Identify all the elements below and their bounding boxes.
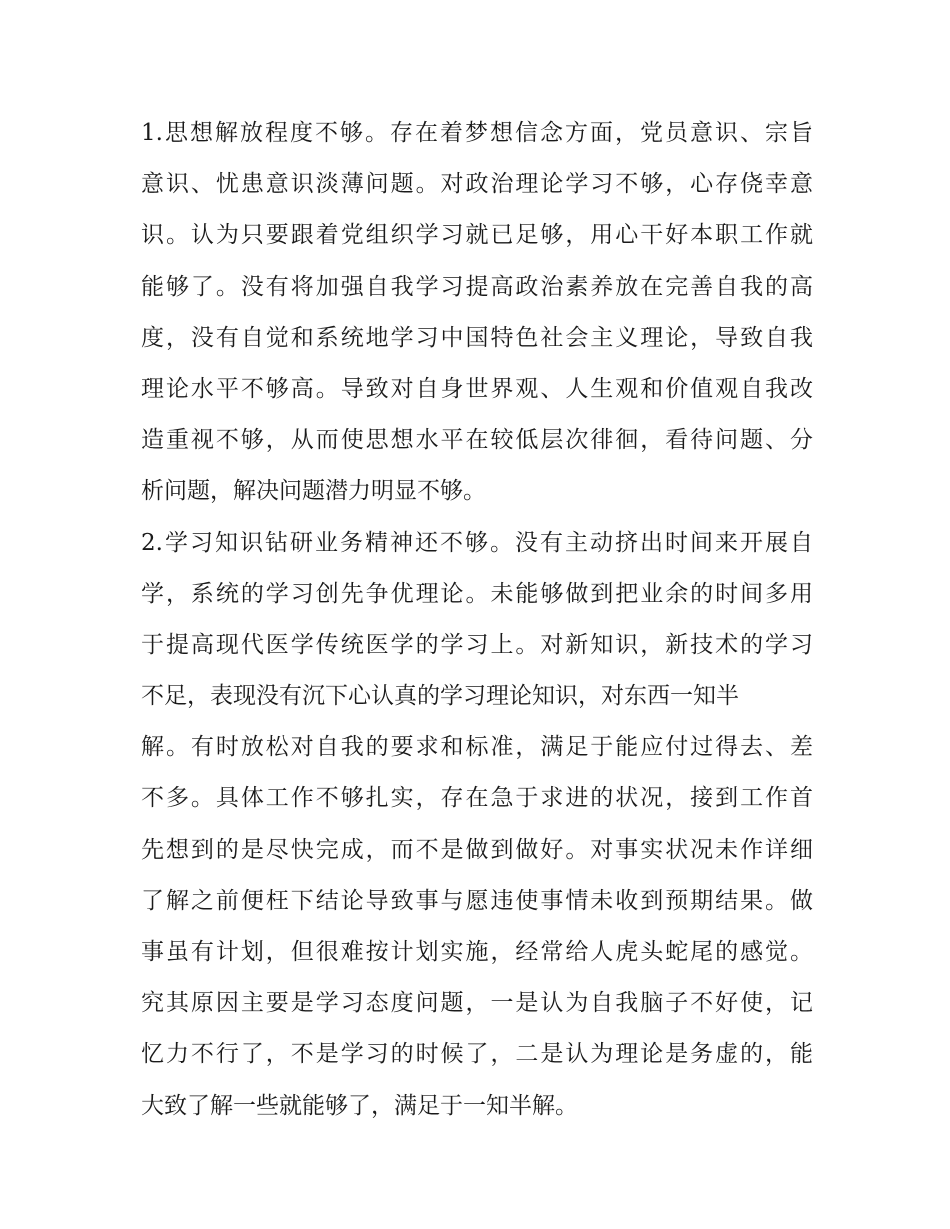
paragraph-line: 忆力不行了，不是学习的时候了，二是认为理论是务虚的，能	[141, 1041, 813, 1068]
paragraph-line: 造重视不够，从而使思想水平在较低层次徘徊，看待问题、分	[141, 427, 813, 454]
paragraph-line: 理论水平不够高。导致对自身世界观、人生观和价值观自我改	[141, 375, 813, 402]
paragraph-line: 识。认为只要跟着党组织学习就已足够，用心干好本职工作就	[141, 222, 813, 249]
document-body	[141, 108, 813, 1132]
paragraph-line: 究其原因主要是学习态度问题，一是认为自我脑子不好使，记	[141, 990, 813, 1017]
paragraph-line: 1.思想解放程度不够。存在着梦想信念方面，党员意识、宗旨	[141, 120, 813, 146]
paragraph-line: 2.学习知识钻研业务精神还不够。没有主动挤出时间来开展自	[141, 529, 813, 556]
paragraph-line: 事虽有计划，但很难按计划实施，经常给人虎头蛇尾的感觉。	[141, 939, 813, 965]
paragraph-line: 意识、忧患意识淡薄问题。对政治理论学习不够，心存侥幸意	[141, 171, 813, 198]
paragraph-line: 先想到的是尽快完成，而不是做到做好。对事实状况未作详细	[141, 836, 813, 863]
paragraph-1	[141, 108, 813, 518]
paragraph-line: 不多。具体工作不够扎实，存在急于求进的状况，接到工作首	[141, 785, 813, 812]
paragraph-line: 于提高现代医学传统医学的学习上。对新知识，新技术的学习	[141, 631, 813, 658]
paragraph-line: 不足，表现没有沉下心认真的学习理论知识，对东西一知半	[141, 683, 739, 710]
paragraph-line: 能够了。没有将加强自我学习提高政治素养放在完善自我的高	[141, 273, 813, 300]
paragraph-2	[141, 518, 813, 1132]
paragraph-line: 度，没有自觉和系统地学习中国特色社会主义理论，导致自我	[141, 324, 813, 351]
paragraph-line: 大致了解一些就能够了，满足于一知半解。	[141, 1092, 578, 1119]
paragraph-line: 学，系统的学习创先争优理论。未能够做到把业余的时间多用	[141, 580, 813, 607]
paragraph-line: 析问题，解决问题潜力明显不够。	[141, 478, 486, 505]
paragraph-line: 解。有时放松对自我的要求和标准，满足于能应付过得去、差	[141, 734, 813, 761]
paragraph-line: 了解之前便枉下结论导致事与愿违使事情未收到预期结果。做	[141, 887, 813, 914]
